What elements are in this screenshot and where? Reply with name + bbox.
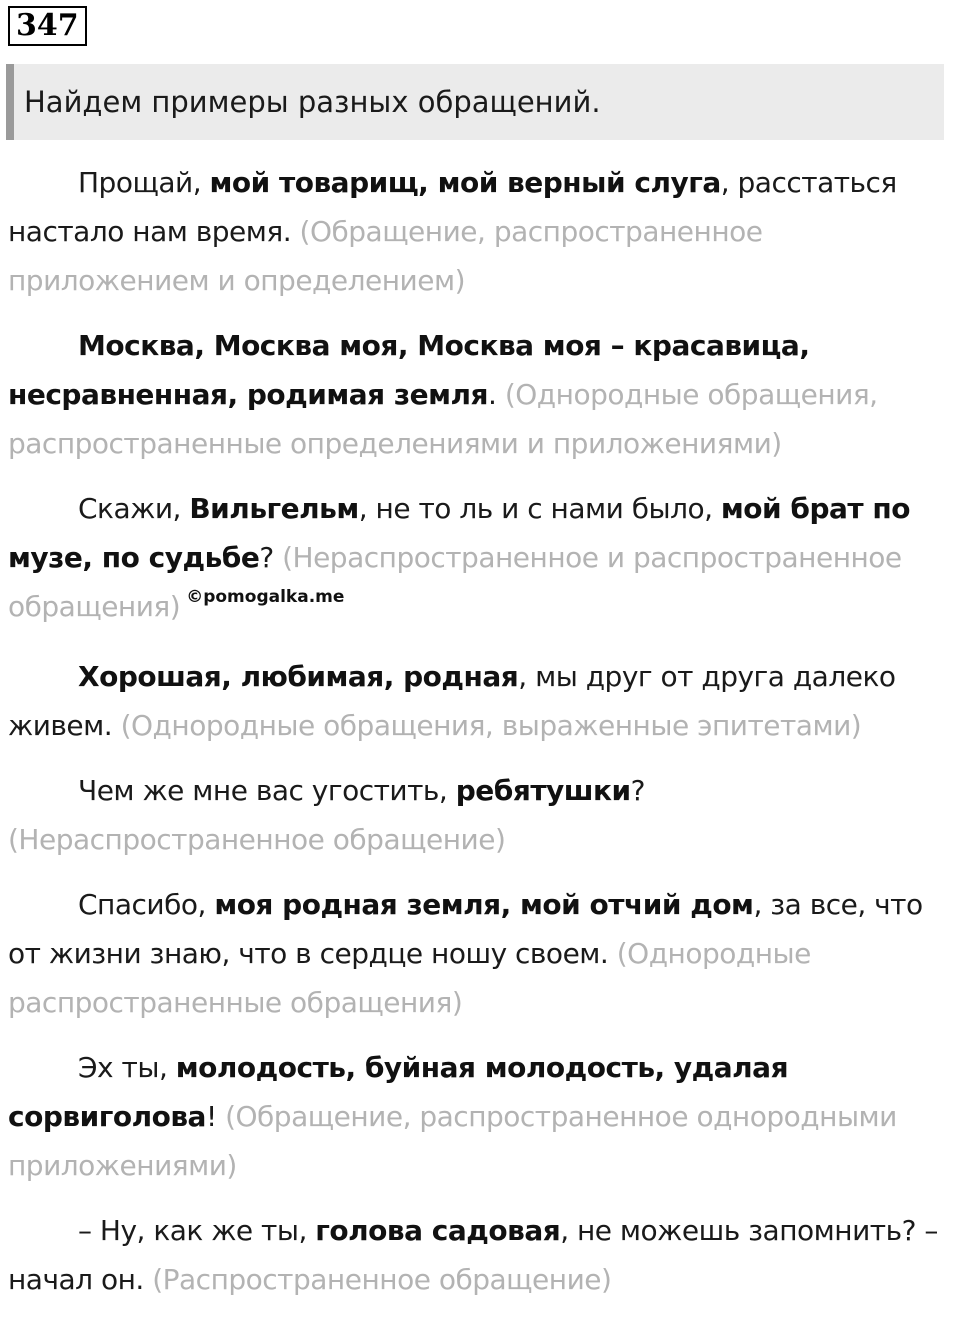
example-paragraph-6 xyxy=(8,880,958,1027)
address-bold: Хорошая, любимая, родная xyxy=(78,660,519,693)
address-bold: ребятушки xyxy=(455,774,631,807)
sentence-text: , за все, что от жизни знаю, что в сердце ношу своем. xyxy=(8,888,923,970)
address-bold: молодость, буйная молодость, удалая сорвиголова xyxy=(8,1051,789,1133)
sentence-text: ? xyxy=(630,774,646,807)
explanation-note: (Нераспространенное и распространенное обращения) xyxy=(8,541,902,623)
address-bold: моя родная земля, мой отчий дом xyxy=(214,888,754,921)
sentence-text: Чем же мне вас угостить, xyxy=(78,774,456,807)
example-paragraph-4 xyxy=(8,652,958,750)
sentence-text: , не то ль и с нами было, xyxy=(358,492,721,525)
sentence-text: , не можешь запомнить? – начал он. xyxy=(8,1214,938,1296)
address-bold: мой брат по музе, по судьбе xyxy=(8,492,910,574)
answer-body xyxy=(8,158,958,1320)
example-paragraph-3 xyxy=(8,484,958,636)
explanation-note: (Обращение, распространенное приложением и определением) xyxy=(8,215,763,297)
explanation-note: (Однородные распространенные обращения) xyxy=(8,937,811,1019)
sentence-text: ? xyxy=(259,541,274,574)
sentence-text: . xyxy=(488,378,497,411)
example-paragraph-8 xyxy=(8,1206,958,1304)
exercise-number: 347 xyxy=(8,6,87,46)
example-paragraph-7 xyxy=(8,1043,958,1190)
explanation-note: (Распространенное обращение) xyxy=(143,1263,612,1296)
sentence-text: Прощай, xyxy=(78,166,210,199)
explanation-note: (Однородные обращения, выраженные эпитетами) xyxy=(112,709,862,742)
address-bold: мой товарищ, мой верный слуга xyxy=(209,166,721,199)
address-bold: Вильгельм xyxy=(189,492,359,525)
sentence-text: Спасибо, xyxy=(78,888,215,921)
example-paragraph-1 xyxy=(8,158,958,305)
sentence-text: , мы друг от друга далеко живем. xyxy=(8,660,896,742)
explanation-note: (Обращение, распространенное однородными приложениями) xyxy=(8,1100,897,1182)
sentence-text: – Ну, как же ты, xyxy=(78,1214,316,1247)
example-paragraph-2 xyxy=(8,321,958,468)
watermark: ©pomogalka.me xyxy=(186,587,345,607)
address-bold: Москва, Москва моя, Москва моя – красавица, несравненная, родимая земля xyxy=(8,329,810,411)
address-bold: голова садовая xyxy=(315,1214,561,1247)
hint-banner: Найдем примеры разных обращений. xyxy=(6,64,944,140)
explanation-note: (Однородные обращения, распространенные определениями и приложениями) xyxy=(8,378,878,460)
sentence-text: ! xyxy=(205,1100,217,1133)
explanation-note: (Нераспространенное обращение) xyxy=(8,823,506,856)
sentence-text: , расстаться настало нам время. xyxy=(8,166,897,248)
sentence-text: Скажи, xyxy=(78,492,190,525)
sentence-text: Эх ты, xyxy=(78,1051,176,1084)
example-paragraph-5 xyxy=(8,766,958,864)
